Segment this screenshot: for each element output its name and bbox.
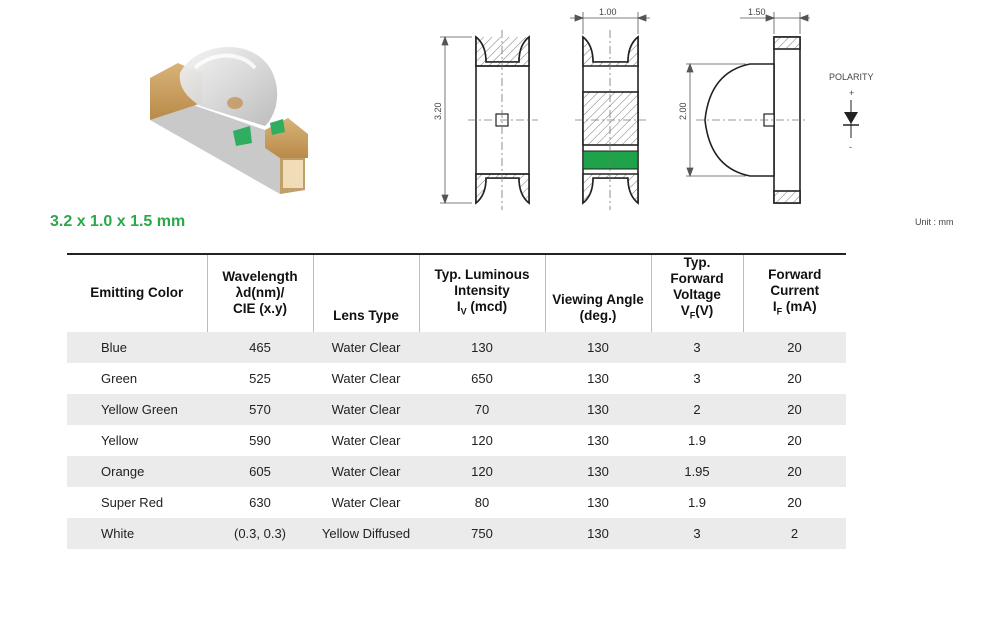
cell-forward-current: 20 (743, 394, 846, 425)
table-body (67, 332, 846, 549)
cell-forward-current: 2 (743, 518, 846, 549)
cell-viewing-angle: 130 (545, 332, 651, 363)
cell-lens-type: Water Clear (313, 332, 419, 363)
cell-wavelength: 630 (249, 494, 271, 510)
cell-forward-voltage: 1.9 (687, 432, 707, 448)
package-size-title: 3.2 x 1.0 x 1.5 mm (50, 213, 186, 230)
led-spec-table (67, 253, 846, 549)
cell-wavelength: (0.3, 0.3) (207, 518, 313, 549)
table-row (67, 363, 846, 394)
polarity-minus: - (849, 142, 852, 152)
cell-luminous-intensity: 80 (474, 494, 490, 510)
unit-label: Unit : mm (915, 217, 954, 227)
cell-lens-type: Water Clear (331, 370, 401, 386)
cell-forward-current: 20 (743, 456, 846, 487)
cell-viewing-angle: 130 (587, 370, 609, 386)
cell-emitting-color: Yellow (101, 432, 139, 448)
cell-forward-voltage: 2 (651, 394, 743, 425)
cell-luminous-intensity: 130 (419, 332, 545, 363)
cell-viewing-angle: 130 (545, 394, 651, 425)
cell-emitting-color: Orange (67, 456, 207, 487)
side-width-label: 1.00 (599, 7, 617, 17)
cell-viewing-angle: 130 (545, 456, 651, 487)
cell-viewing-angle: 130 (587, 432, 609, 448)
cell-emitting-color: Green (101, 370, 138, 386)
cell-viewing-angle: 130 (587, 494, 609, 510)
cell-wavelength: 590 (249, 432, 271, 448)
cell-lens-type: Water Clear (313, 394, 419, 425)
table-row (67, 518, 846, 549)
cell-emitting-color: Yellow Green (67, 394, 207, 425)
table-row (67, 332, 846, 363)
cell-lens-type: Yellow Diffused (313, 518, 419, 549)
cell-wavelength: 465 (207, 332, 313, 363)
cell-forward-current: 20 (743, 332, 846, 363)
lens-height-label: 2.00 (678, 102, 688, 120)
side-depth-label: 1.50 (748, 7, 766, 17)
table-row (67, 487, 846, 518)
header-wavelength: Wavelength λd(nm)/ CIE (x.y) (207, 254, 313, 332)
cell-viewing-angle: 130 (545, 518, 651, 549)
cell-lens-type: Water Clear (331, 432, 401, 448)
header-luminous-intensity: Typ. Luminous Intensity $I_V$ (mcd) (419, 254, 545, 332)
cell-wavelength: 525 (249, 370, 271, 386)
header-emitting-color: Emitting Color (67, 254, 207, 332)
cell-luminous-intensity: 70 (419, 394, 545, 425)
polarity-label: POLARITY (829, 72, 874, 82)
dimension-drawings (410, 0, 890, 215)
cell-forward-voltage: 1.9 (687, 494, 707, 510)
cell-forward-voltage: 3 (651, 332, 743, 363)
cell-luminous-intensity: 650 (471, 370, 493, 386)
diode-symbol-icon (843, 100, 859, 138)
cell-luminous-intensity: 750 (419, 518, 545, 549)
front-height-label: 3.20 (433, 102, 443, 120)
cell-emitting-color: Super Red (101, 494, 164, 510)
cell-luminous-intensity: 120 (471, 432, 493, 448)
cell-forward-voltage: 1.95 (651, 456, 743, 487)
header-lens-type: Lens Type (313, 254, 419, 332)
led-product-photo (140, 8, 320, 208)
cell-forward-current: 20 (787, 370, 802, 386)
cell-wavelength: 605 (207, 456, 313, 487)
header-forward-voltage: Typ. Forward Voltage $V_F(V)$ (651, 254, 743, 332)
table-row (67, 394, 846, 425)
cell-forward-current: 20 (787, 494, 802, 510)
cell-forward-current: 20 (787, 432, 802, 448)
polarity-plus: + (849, 88, 855, 98)
cell-lens-type: Water Clear (331, 494, 401, 510)
table-row (67, 456, 846, 487)
cell-emitting-color: White (67, 518, 207, 549)
cell-wavelength: 570 (207, 394, 313, 425)
cell-lens-type: Water Clear (313, 456, 419, 487)
cell-forward-voltage: 3 (651, 518, 743, 549)
cell-luminous-intensity: 120 (419, 456, 545, 487)
header-forward-current: Forward Current $I_F$ (mA) (768, 267, 822, 317)
cell-emitting-color: Blue (67, 332, 207, 363)
table-row (67, 425, 846, 456)
header-viewing-angle: Viewing Angle (deg.) (545, 254, 651, 332)
table-header-row (67, 254, 846, 332)
cell-forward-voltage: 3 (693, 370, 701, 386)
